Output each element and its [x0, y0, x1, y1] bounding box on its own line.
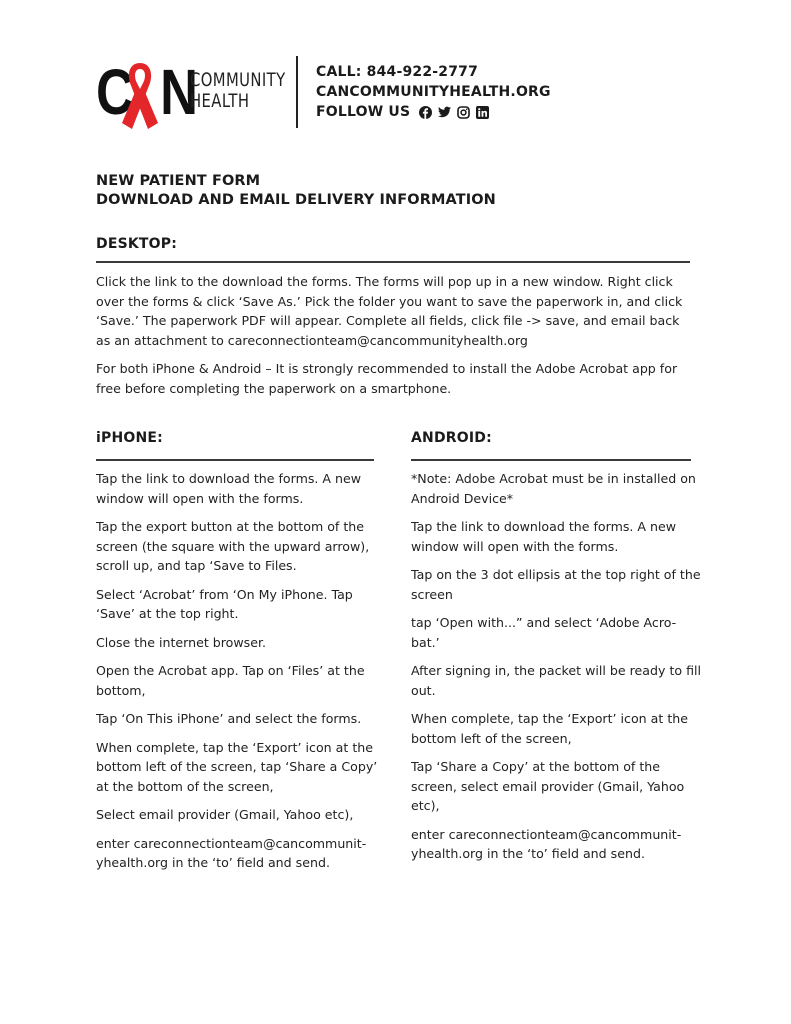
smartphone-recommendation: For both iPhone & Android – It is strongly recommended to install the Adobe Acrobat app for free before completing the paperwork on a smartphone. [96, 361, 678, 396]
android-steps [411, 469, 703, 873]
android-step: tap ‘Open with...” and select ‘Adobe Acro-bat.’ [411, 615, 677, 650]
phone-number: CALL: 844-922-2777 [316, 64, 479, 80]
page-title [96, 172, 496, 210]
iphone-step: Tap the export button at the bottom of the screen (the square with the upward arrow), scroll up, and tap ‘Save to Files. [96, 519, 370, 573]
iphone-heading: iPHONE: [96, 430, 163, 446]
android-step: After signing in, the packet will be ready to fill out. [411, 663, 702, 698]
logo-wordmark [190, 70, 286, 112]
website-link[interactable]: CANCOMMUNITYHEALTH.ORG [316, 84, 551, 100]
title-line-1: NEW PATIENT FORM [96, 173, 261, 189]
android-step: Tap ‘Share a Copy’ at the bottom of the screen, select email provider (Gmail, Yahoo etc), [411, 759, 685, 813]
can-community-health-logo [96, 57, 286, 127]
twitter-icon[interactable] [438, 106, 451, 119]
iphone-step: Select email provider (Gmail, Yahoo etc), [96, 807, 354, 822]
letterhead [96, 52, 576, 132]
iphone-step: Close the internet browser. [96, 634, 267, 650]
follow-us-label: FOLLOW US [316, 104, 411, 120]
android-step: Tap the link to download the forms. A new window will open with the forms. [411, 519, 677, 554]
desktop-instructions: Click the link to the download the forms. The forms will pop up in a new window. Right click over the forms & click ‘Save As.’ Pick the folder you want to save the paperwork in, and click ‘Save.’ The paperwork PDF will appear. Complete all fields, click file -> save, and email back as an attachment to careconnectionteam@cancommunityhealth.org [96, 274, 683, 348]
android-step: enter careconnectionteam@cancommunit-yhealth.org in the ‘to’ field and send. [411, 826, 682, 861]
red-ribbon-icon [118, 59, 162, 133]
follow-us-row [316, 102, 551, 122]
logo-word-community: COMMUNITY [190, 69, 286, 91]
linkedin-icon[interactable] [476, 106, 489, 119]
android-step: *Note: Adobe Acrobat must be in installed on Android Device* [411, 471, 696, 506]
iphone-step: enter careconnectionteam@cancommunit-yhealth.org in the ‘to’ field and send. [96, 835, 367, 870]
iphone-step: Tap the link to download the forms. A new window will open with the forms. [96, 471, 362, 506]
logo-word-health: HEALTH [190, 90, 250, 112]
android-step: When complete, tap the ‘Export’ icon at the bottom left of the screen, [411, 711, 688, 746]
iphone-steps [96, 469, 388, 882]
android-heading: ANDROID: [411, 430, 492, 446]
desktop-divider [96, 261, 690, 263]
instagram-icon[interactable] [457, 106, 470, 119]
iphone-step: Open the Acrobat app. Tap on ‘Files’ at the bottom, [96, 663, 365, 698]
facebook-icon[interactable] [419, 106, 432, 119]
iphone-step: Tap ‘On This iPhone’ and select the forms. [96, 711, 362, 726]
android-divider [411, 459, 691, 461]
iphone-step: When complete, tap the ‘Export’ icon at the bottom left of the screen, tap ‘Share a Copy’ at the bottom of the screen, [96, 739, 378, 794]
iphone-step: Select ‘Acrobat’ from ‘On My iPhone. Tap ‘Save’ at the top right. [96, 586, 353, 621]
android-step: Tap on the 3 dot ellipsis at the top right of the screen [411, 567, 701, 602]
header-divider [296, 56, 298, 128]
contact-block [316, 62, 551, 122]
social-icons [419, 106, 489, 119]
logo-letter-n: N [160, 56, 197, 128]
iphone-divider [96, 459, 374, 461]
desktop-heading: DESKTOP: [96, 236, 178, 252]
title-line-2: DOWNLOAD AND EMAIL DELIVERY INFORMATION [96, 192, 496, 208]
logo-letter-c: C [96, 56, 133, 128]
